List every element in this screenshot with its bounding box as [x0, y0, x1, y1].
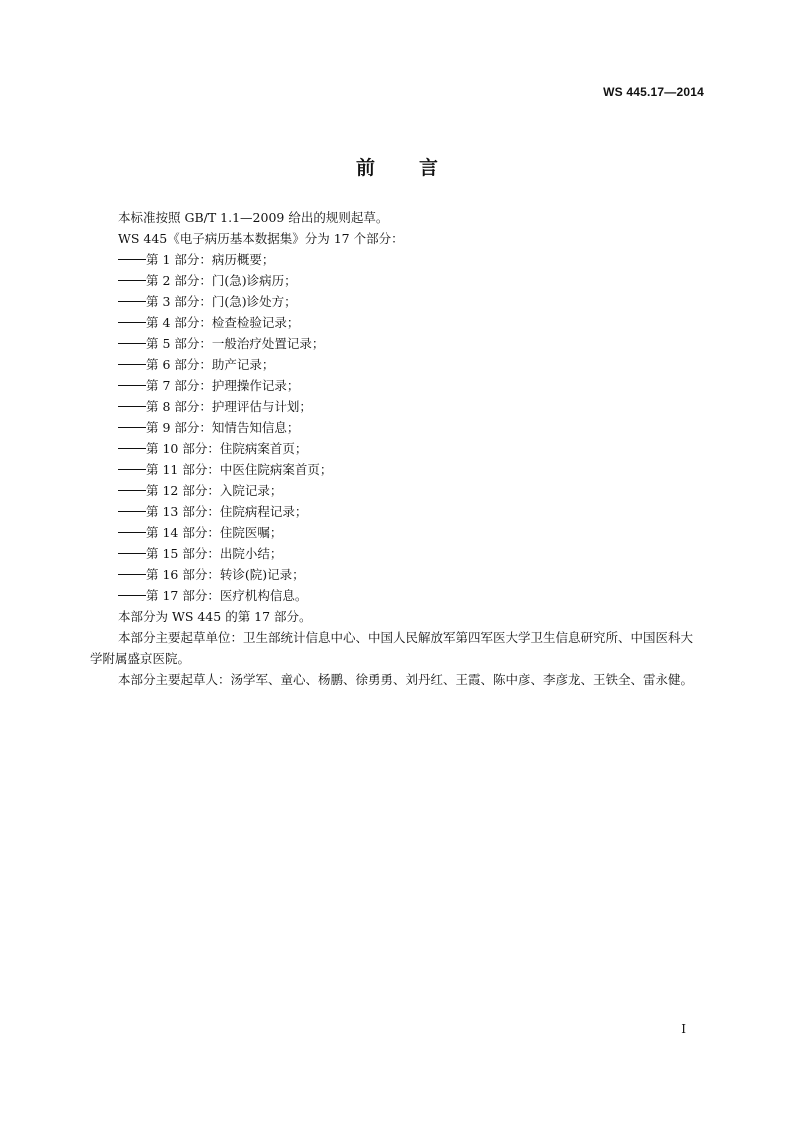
list-item	[90, 417, 704, 438]
list-item	[90, 522, 704, 543]
foreword-body	[90, 207, 704, 690]
part-label: 第 14 部分：住院医嘱；	[146, 525, 283, 540]
list-item	[90, 543, 704, 564]
dash-mark	[118, 553, 146, 554]
part-label: 第 2 部分：门(急)诊病历；	[146, 273, 297, 288]
part-label: 第 5 部分：一般治疗处置记录；	[146, 336, 325, 351]
list-item	[90, 375, 704, 396]
list-item	[90, 480, 704, 501]
part-label: 第 7 部分：护理操作记录；	[146, 378, 300, 393]
dash-mark	[118, 532, 146, 533]
list-item	[90, 354, 704, 375]
part-label: 第 9 部分：知情告知信息；	[146, 420, 300, 435]
parts-list	[90, 249, 704, 606]
part-label: 第 6 部分：助产记录；	[146, 357, 275, 372]
drafters-paragraph: 本部分主要起草人：汤学军、童心、杨鹏、徐勇勇、刘丹红、王霞、陈中彦、李彦龙、王铁全、雷永健。	[118, 672, 694, 687]
page-title: 前言	[355, 157, 482, 179]
part-label: 第 15 部分：出院小结；	[146, 546, 283, 561]
list-item	[90, 438, 704, 459]
list-item	[90, 249, 704, 270]
part-label: 第 10 部分：住院病案首页；	[146, 441, 308, 456]
part-label: 第 3 部分：门(急)诊处方；	[146, 294, 297, 309]
list-item	[90, 585, 704, 606]
intro-paragraph-2: WS 445《电子病历基本数据集》分为 17 个部分：	[118, 231, 404, 246]
list-item	[90, 396, 704, 417]
part-label: 第 8 部分：护理评估与计划；	[146, 399, 312, 414]
part-label: 第 1 部分：病历概要；	[146, 252, 275, 267]
part-label: 第 16 部分：转诊(院)记录；	[146, 567, 305, 582]
list-item	[90, 270, 704, 291]
part-label: 第 12 部分：入院记录；	[146, 483, 283, 498]
dash-mark	[118, 322, 146, 323]
dash-mark	[118, 385, 146, 386]
dash-mark	[118, 406, 146, 407]
dash-mark	[118, 511, 146, 512]
dash-mark	[118, 301, 146, 302]
list-item	[90, 291, 704, 312]
dash-mark	[118, 343, 146, 344]
this-part-paragraph: 本部分为 WS 445 的第 17 部分。	[118, 609, 312, 624]
list-item	[90, 459, 704, 480]
part-label: 第 11 部分：中医住院病案首页；	[146, 462, 333, 477]
dash-mark	[118, 595, 146, 596]
list-item	[90, 312, 704, 333]
list-item	[90, 501, 704, 522]
part-label: 第 4 部分：检查检验记录；	[146, 315, 300, 330]
dash-mark	[118, 364, 146, 365]
drafting-units-paragraph: 本部分主要起草单位：卫生部统计信息中心、中国人民解放军第四军医大学卫生信息研究所、中国医科大学附属盛京医院。	[90, 630, 694, 666]
part-label: 第 13 部分：住院病程记录；	[146, 504, 308, 519]
dash-mark	[118, 574, 146, 575]
dash-mark	[118, 469, 146, 470]
dash-mark	[118, 427, 146, 428]
dash-mark	[118, 448, 146, 449]
list-item	[90, 564, 704, 585]
dash-mark	[118, 490, 146, 491]
document-code: WS 445.17—2014	[603, 85, 704, 99]
list-item	[90, 333, 704, 354]
intro-paragraph-1: 本标准按照 GB/T 1.1—2009 给出的规则起草。	[118, 210, 389, 225]
part-label: 第 17 部分：医疗机构信息。	[146, 588, 308, 603]
dash-mark	[118, 259, 146, 260]
dash-mark	[118, 280, 146, 281]
page-number: I	[681, 1022, 686, 1036]
